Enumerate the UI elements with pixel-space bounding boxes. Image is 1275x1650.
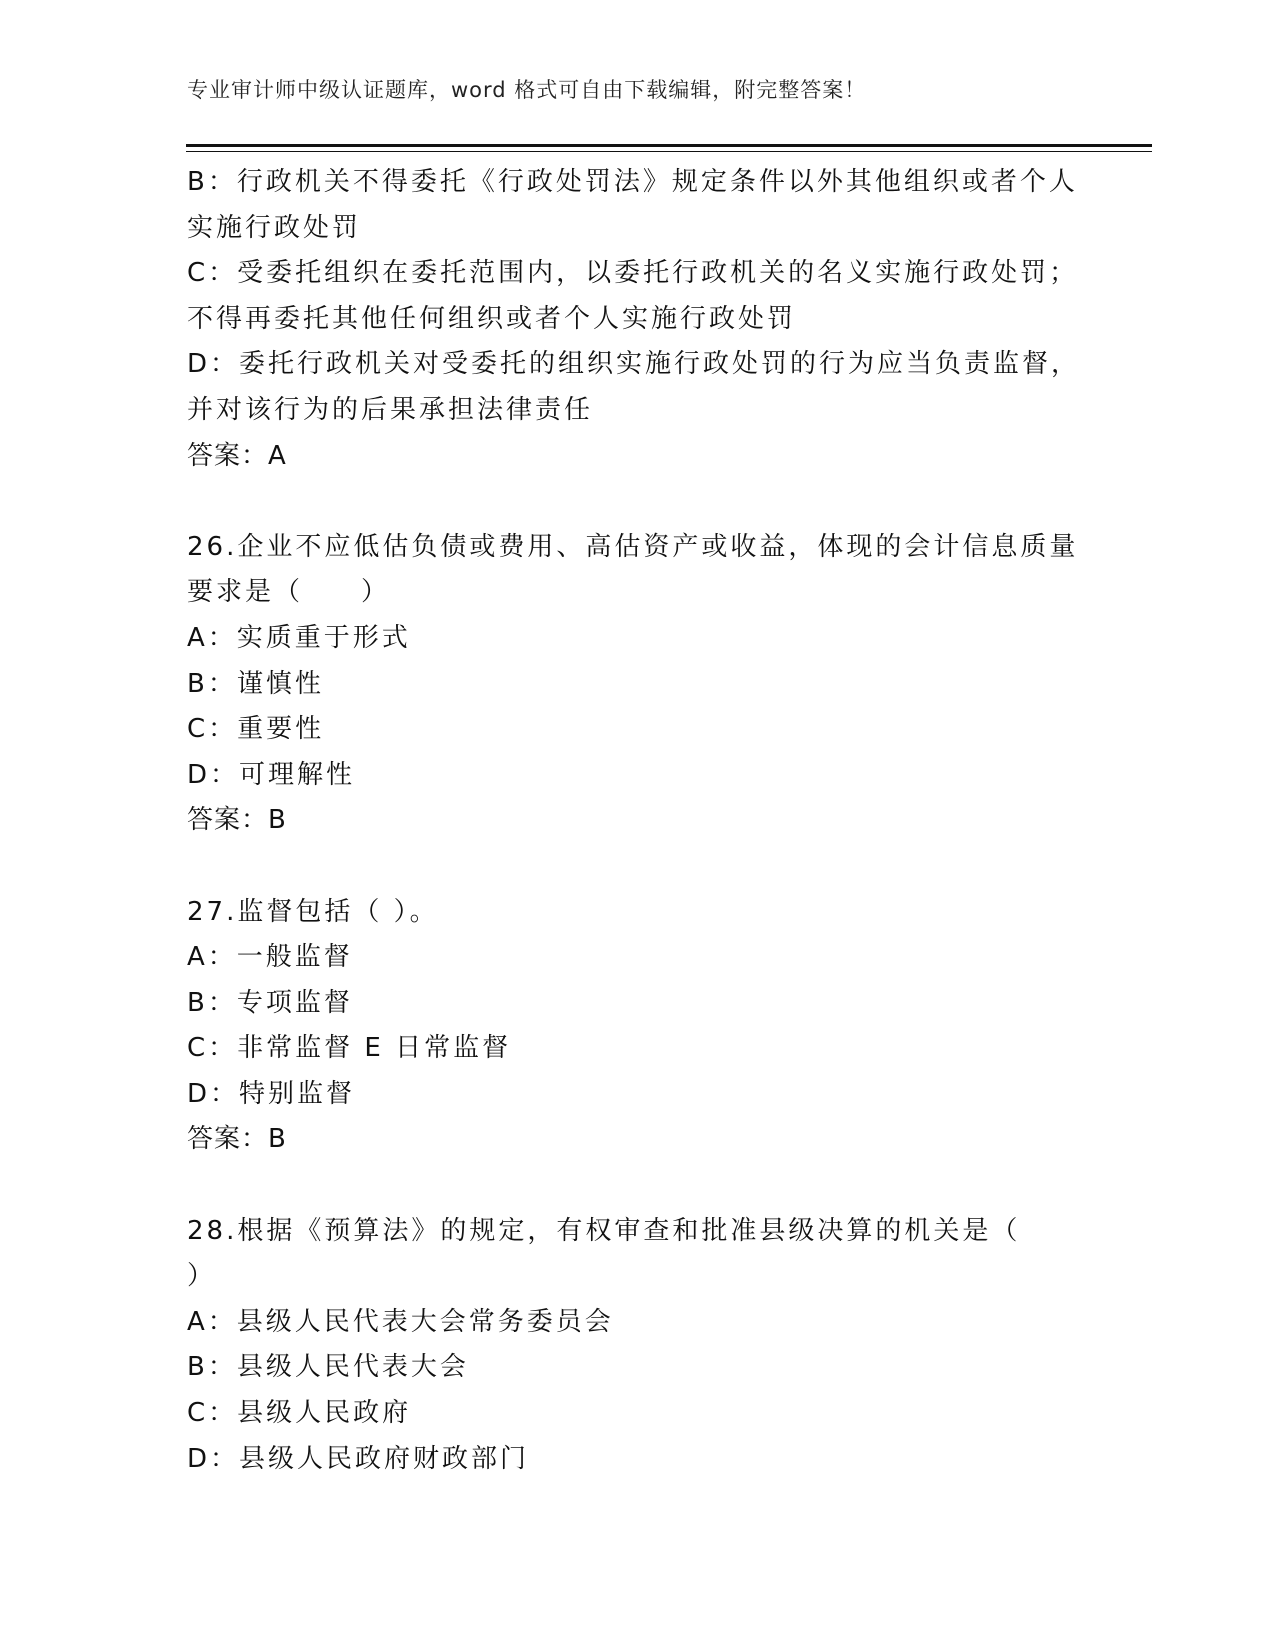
option-c: C：县级人民政府 [187, 1398, 412, 1429]
spacer [187, 844, 1107, 890]
option-b: B：专项监督 [187, 987, 353, 1018]
question-stem: 要求是（ ） [187, 577, 391, 608]
question-stem: 27.监督包括（ ）。 [187, 896, 439, 927]
option-c: C：非常监督 E 日常监督 [187, 1033, 512, 1064]
option-b: B：谨慎性 [187, 668, 324, 699]
option-c: C：重要性 [187, 714, 325, 745]
answer-value: A [268, 440, 287, 471]
question-28 [187, 1209, 1107, 1483]
spacer [187, 479, 1107, 525]
question-stem: 28.根据《预算法》的规定，有权审查和批准县级决算的机关是（ [187, 1215, 1021, 1246]
question-stem: ） [187, 1261, 217, 1292]
option-a: A：一般监督 [187, 942, 353, 973]
option-line: 不得再委托其他任何组织或者个人实施行政处罚 [187, 303, 797, 334]
option-line: 并对该行为的后果承担法律责任 [187, 394, 594, 425]
option-d: D：可理解性 [187, 759, 356, 790]
header-rule-thin [186, 151, 1152, 152]
question-26 [187, 525, 1107, 844]
question-27 [187, 890, 1107, 1164]
option-b: B：县级人民代表大会 [187, 1352, 469, 1383]
answer-line [187, 434, 1107, 480]
answer-label: 答案： [187, 440, 269, 471]
answer-line [187, 1117, 1107, 1163]
answer-value: B [268, 1124, 287, 1155]
option-line: B：行政机关不得委托《行政处罚法》规定条件以外其他组织或者个人 [187, 167, 1078, 197]
option-a: A：县级人民代表大会常务委员会 [187, 1306, 614, 1337]
option-a: A：实质重于形式 [187, 622, 411, 653]
answer-line [187, 798, 1107, 844]
spacer [187, 1163, 1107, 1209]
option-line: 实施行政处罚 [187, 212, 362, 243]
answer-label: 答案： [187, 805, 269, 836]
answer-label: 答案： [187, 1124, 269, 1155]
answer-value: B [268, 805, 287, 836]
question-stem: 26.企业不应低估负债或费用、高估资产或收益，体现的会计信息质量 [187, 531, 1079, 562]
option-line: C：受委托组织在委托范围内，以委托行政机关的名义实施行政处罚； [187, 258, 1079, 289]
option-line: D：委托行政机关对受委托的组织实施行政处罚的行为应当负责监督， [187, 349, 1081, 380]
question-25-continued [187, 160, 1107, 479]
option-d: D：特别监督 [187, 1078, 356, 1109]
header-rule-thick [186, 144, 1152, 147]
question-content [187, 160, 1107, 1482]
option-d: D：县级人民政府财政部门 [187, 1443, 530, 1474]
page-header: 专业审计师中级认证题库，word 格式可自由下载编辑，附完整答案！ [187, 78, 867, 102]
